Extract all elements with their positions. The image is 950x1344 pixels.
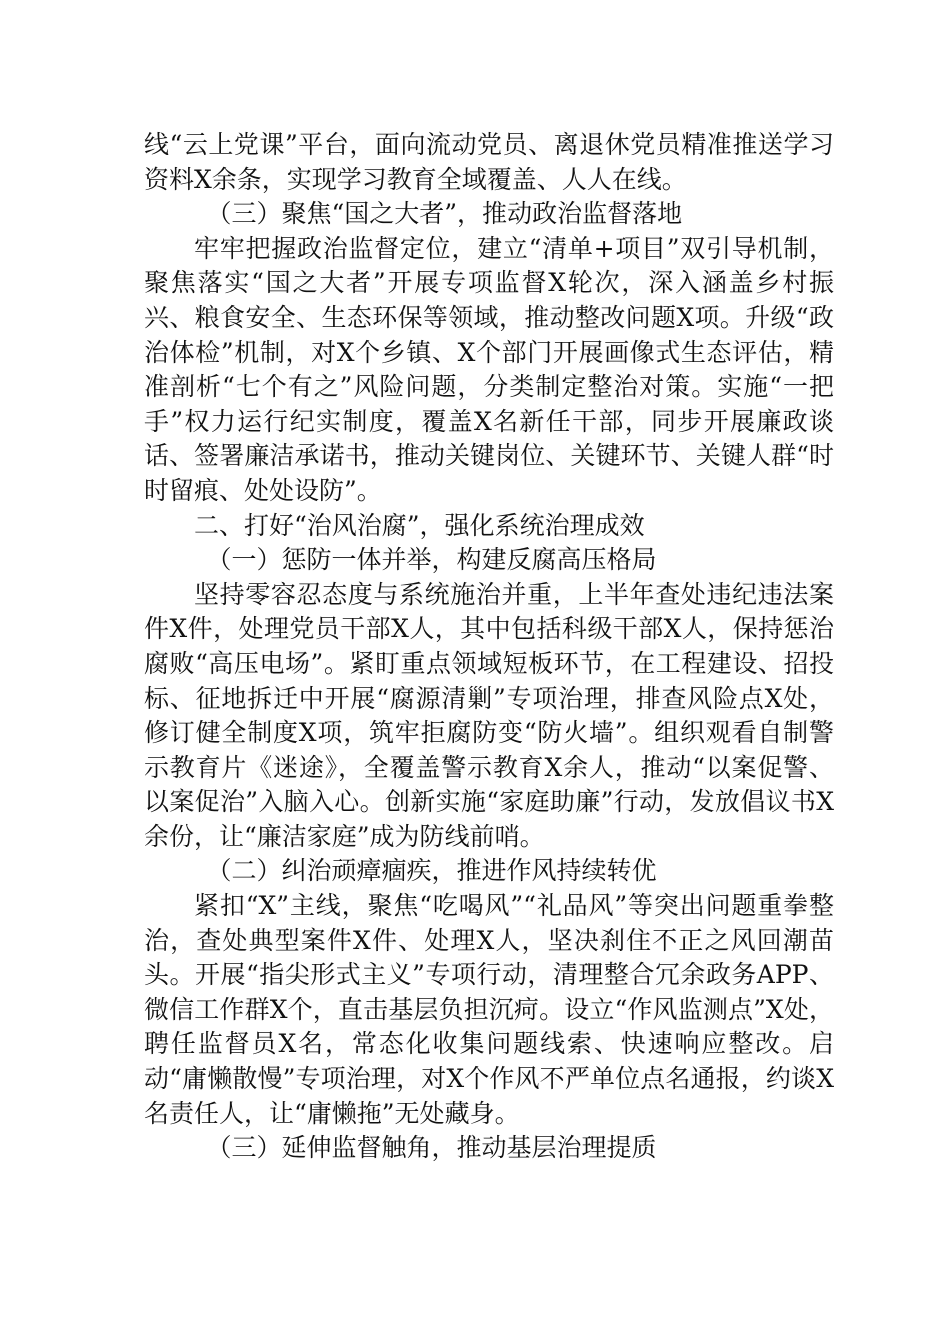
paragraph-continuation: 线“云上党课”平台，面向流动党员、离退休党员精准推送学习资料X余条，实现学习教育全域覆盖、人人在线。 (144, 130, 834, 194)
paragraph-work-style: 紧扣“X”主线，聚焦“吃喝风”“礼品风”等突出问题重拳整治，查处典型案件X件、处理X人，坚决刹住不正之风回潮苗头。开展“指尖形式主义”专项行动，清理整合冗余政务APP、微信工作群X个，直击基层负担沉疴。设立“作风监测点”X处，聘任监督员X名，常态化收集问题线索、快速响应整改。启动“庸懒散慢”专项治理，对X个作风不严单位点名通报，约谈X名责任人，让“庸懒拖”无处藏身。 (144, 891, 834, 1128)
section-heading-two: 二、打好“治风治腐”，强化系统治理成效 (194, 510, 645, 540)
document-body (144, 128, 834, 1166)
paragraph-political-supervision: 牢牢把握政治监督定位，建立“清单+项目”双引导机制，聚焦落实“国之大者”开展专项监督X轮次，深入涵盖乡村振兴、粮食安全、生态环保等领域，推动整改问题X项。升级“政治体检”机制，对X个乡镇、X个部门开展画像式生态评估，精准剖析“七个有之”风险问题，分类制定整治对策。实施“一把手”权力运行纪实制度，覆盖X名新任干部，同步开展廉政谈话、签署廉洁承诺书，推动关键岗位、关键环节、关键人群“时时留痕、处处设防”。 (144, 233, 834, 505)
sub-heading-political-supervision: （三）聚焦“国之大者”，推动政治监督落地 (206, 199, 683, 229)
sub-heading-work-style: （二）纠治顽瘴痼疾，推进作风持续转优 (206, 856, 657, 886)
sub-heading-anti-corruption: （一）惩防一体并举，构建反腐高压格局 (206, 545, 657, 575)
paragraph-anti-corruption: 坚持零容忍态度与系统施治并重，上半年查处违纪违法案件X件，处理党员干部X人，其中包括科级干部X人，保持惩治腐败“高压电场”。紧盯重点领域短板环节，在工程建设、招投标、征地拆迁中开展“腐源清剿”专项治理，排查风险点X处，修订健全制度X项，筑牢拒腐防变“防火墙”。组织观看自制警示教育片《迷途》，全覆盖警示教育X余人，推动“以案促警、以案促治”入脑入心。创新实施“家庭助廉”行动，发放倡议书X余份，让“廉洁家庭”成为防线前哨。 (144, 579, 834, 851)
sub-heading-grassroots: （三）延伸监督触角，推动基层治理提质 (206, 1133, 657, 1163)
